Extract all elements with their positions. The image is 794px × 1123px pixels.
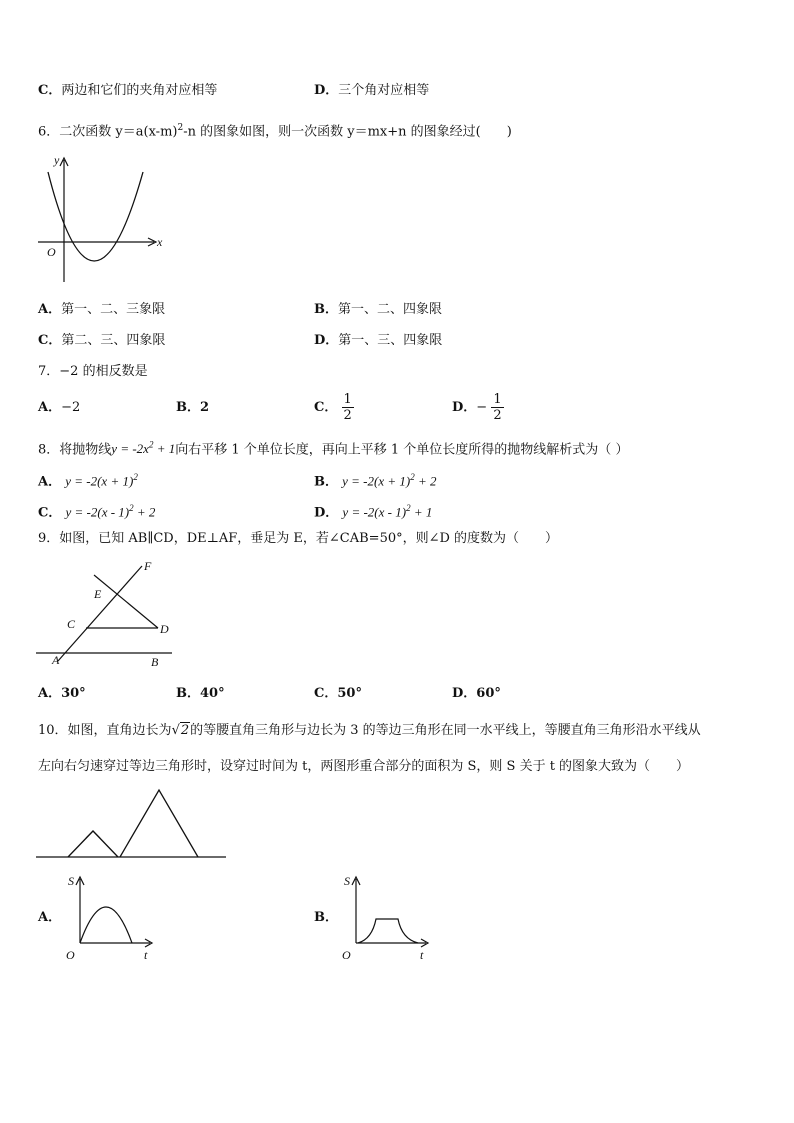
label-a: A [52,653,60,667]
q5-option-c[interactable] [38,83,217,99]
q8-option-b[interactable]: B． $y = -2(x + 1)^2 + 2$ [314,472,437,490]
square-root: √2 [171,723,190,738]
option-text: 三个角对应相等 [338,83,430,98]
q8-option-a[interactable]: A． $y = -2(x + 1)^2$ [38,472,138,490]
q8-option-c[interactable]: C． y = -2(x - 1)$^2$ + 2 [38,503,156,521]
q10-option-a[interactable]: A． [38,910,62,925]
q7-option-a[interactable]: A．−2 [38,400,81,415]
q9-geometry-figure [36,560,176,672]
q10-graph-b [338,873,434,963]
label-b: B [151,655,159,669]
s-axis-label: S [344,874,350,888]
q9-stem: 9．如图，已知 AB∥CD，DE⊥AF，垂足为 E，若∠CAB=50°，则∠D 的度数为（ ） [38,531,559,546]
q7-option-d[interactable]: D．− $\frac{1}{2}$ [452,392,502,423]
origin-label: O [66,948,75,962]
label-d: D [160,622,169,636]
q6-option-b[interactable]: B．第一、二、四象限 [314,302,443,317]
q6-option-c[interactable]: C．第二、三、四象限 [38,333,166,348]
q7-stem: 7．−2 的相反数是 [38,364,148,379]
q10-option-b[interactable]: B． [314,910,338,925]
origin-label: O [47,245,56,259]
q10-triangles-figure [36,786,230,862]
t-axis-label: t [144,948,148,962]
q10-graph-a [62,873,158,963]
q7-option-b[interactable]: B．2 [176,400,210,415]
q6-option-a[interactable]: A．第一、二、三象限 [38,302,166,317]
q6-parabola-graph [36,150,166,285]
q6-stem: 6．二次函数 $y=a(x-m)^2-n$ 的图象如图，则一次函数 y＝mx+n 的图象经过( ) [38,123,512,140]
y-axis-label: y [54,153,60,167]
q6-option-d[interactable]: D．第一、三、四象限 [314,333,443,348]
t-axis-label: t [420,948,424,962]
q9-option-d[interactable]: D．60° [452,686,501,701]
q7-option-c[interactable]: C． $\frac{1}{2}$ [314,392,352,423]
option-text: 两边和它们的夹角对应相等 [61,83,218,98]
q9-option-c[interactable]: C．50° [314,686,362,701]
q9-option-b[interactable]: B．40° [176,686,225,701]
label-c: C [67,617,76,631]
fraction: $\frac{1}{2}$ [493,392,502,423]
label-f: F [144,559,152,573]
s-axis-label: S [68,874,74,888]
option-label: D． [314,83,339,98]
formula: $y = -2x^2 + 1$ [111,440,176,457]
x-axis-label: x [157,235,163,249]
label-e: E [94,587,102,601]
fraction: $\frac{1}{2}$ [343,392,352,423]
q10-stem-line1: 10．如图，直角边长为√2的等腰直角三角形与边长为 3 的等边三角形在同一水平线上，等腰直角三角形沿水平线从 [38,723,701,738]
question-number: 6． [38,124,60,140]
option-label: C． [38,83,62,98]
q8-option-d[interactable]: D． y = -2(x - 1)$^2$ + 1 [314,503,433,521]
origin-label: O [342,948,351,962]
q9-option-a[interactable]: A．30° [38,686,86,701]
q8-stem: 8．将抛物线$y = -2x^2 + 1$向右平移 1 个单位长度，再向上平移 1 个单位长度所得的抛物线解析式为（ ） [38,440,629,458]
q5-option-d[interactable] [314,83,429,99]
q10-stem-line2: 左向右匀速穿过等边三角形时，设穿过时间为 t，两图形重合部分的面积为 S，则 S 关于 t 的图象大致为（ ） [38,759,690,774]
